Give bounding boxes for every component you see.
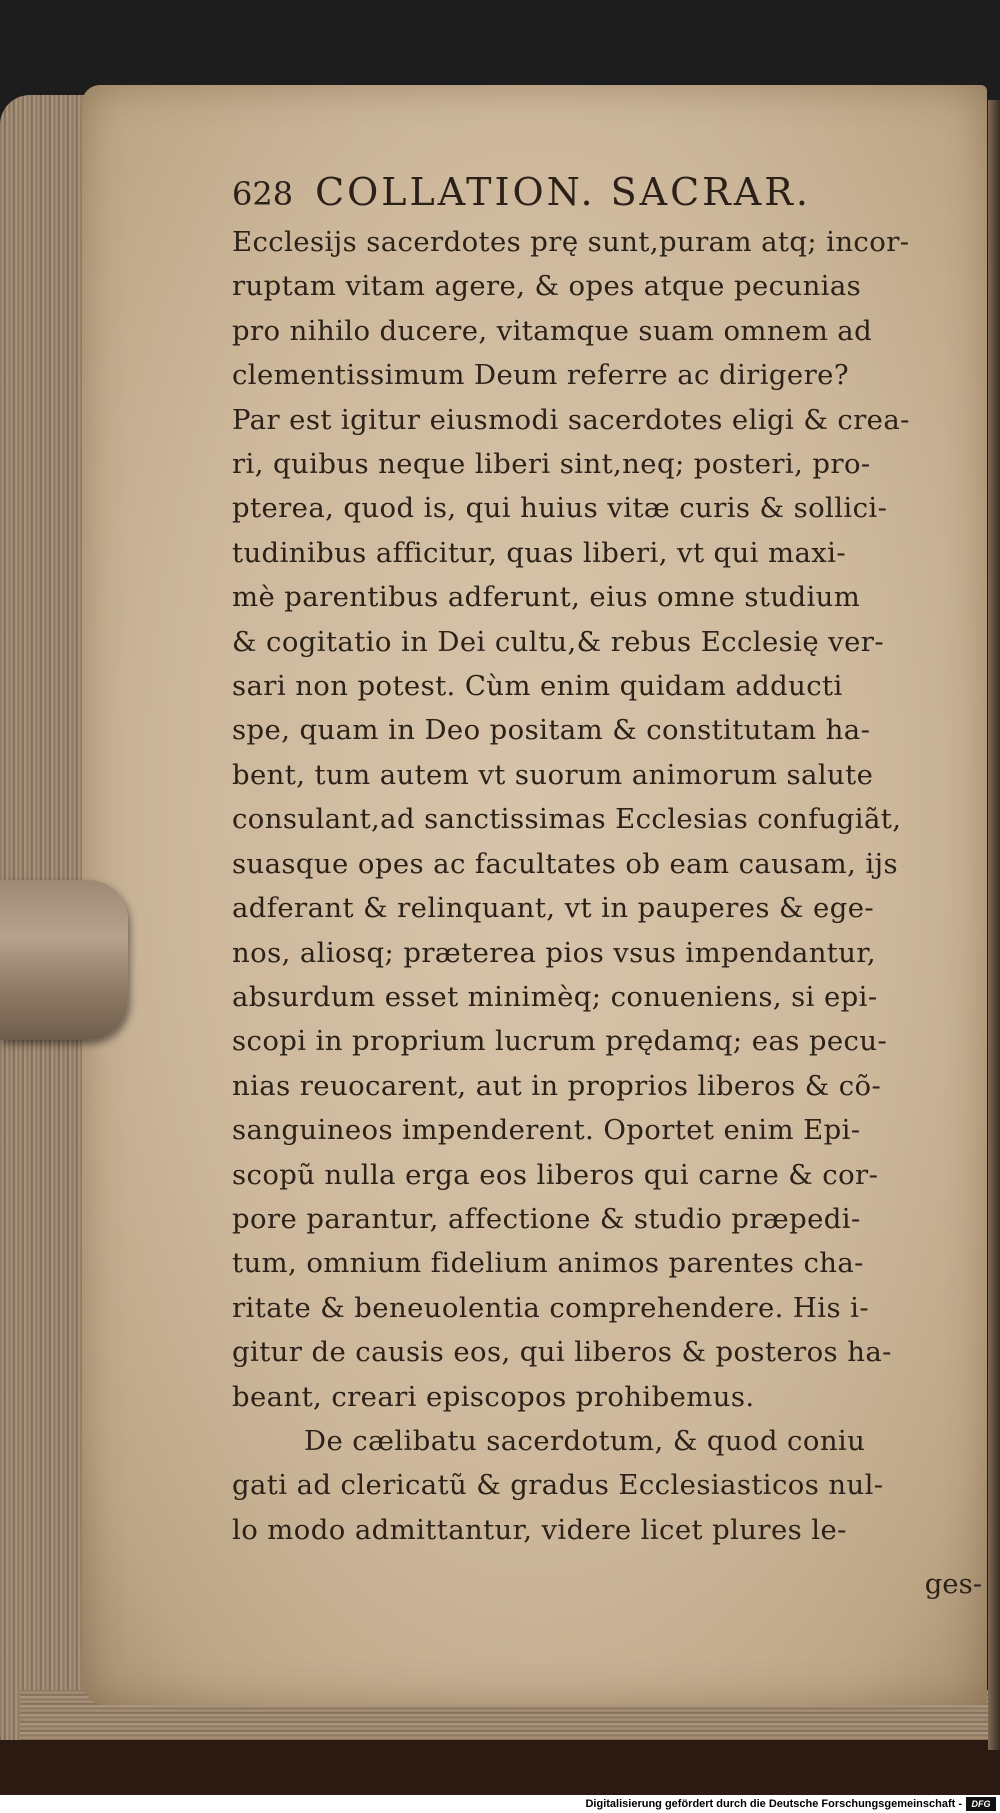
text-line: Par est igitur eiusmodi sacerdotes eligi & crea- <box>232 403 910 436</box>
paragraph-one <box>232 220 992 1419</box>
text-line: beant, creari episcopos prohibemus. <box>232 1380 755 1413</box>
paragraph-two <box>232 1419 992 1552</box>
text-line: gati ad clericatũ & gradus Ecclesiasticos nul- <box>232 1469 884 1502</box>
text-line: pore parantur, affectione & studio præpedi- <box>232 1202 861 1235</box>
text-line: Ecclesijs sacerdotes prę sunt,puram atq; incor- <box>232 226 910 258</box>
text-line: tudinibus afficitur, quas liberi, vt qui maxi- <box>232 536 847 569</box>
text-line: ruptam vitam agere, & opes atque pecunias <box>232 270 862 303</box>
text-line: sanguineos impenderent. Oportet enim Epi- <box>232 1114 861 1147</box>
footer-credit-text: Digitalisierung gefördert durch die Deutsche Forschungsgemeinschaft - <box>585 1798 962 1810</box>
text-line: nias reuocarent, aut in proprios liberos & cõ- <box>232 1069 882 1102</box>
text-line: scopi in proprium lucrum prędamq; eas pecu- <box>232 1025 888 1058</box>
text-line: mè parentibus adferunt, eius omne studium <box>232 581 861 614</box>
text-line: ri, quibus neque liberi sint,neq; posteri, pro- <box>232 448 871 481</box>
running-header <box>232 170 992 214</box>
text-line: absurdum esset minimèq; conueniens, si epi- <box>232 980 878 1013</box>
book-cover-bottom <box>0 1740 1000 1795</box>
text-line: tum, omnium fidelium animos parentes cha- <box>232 1247 864 1280</box>
book-clasp <box>0 880 128 1040</box>
text-line: nos, aliosq; præterea pios vsus impendantur, <box>232 936 877 969</box>
text-line: De cælibatu sacerdotum, & quod coniu <box>304 1424 866 1457</box>
page-text-block <box>232 170 992 1606</box>
running-title: COLLATION. SACRAR. <box>315 170 811 214</box>
text-line: clementissimum Deum referre ac dirigere? <box>232 359 849 392</box>
text-line: bent, tum autem vt suorum animorum salute <box>232 758 874 791</box>
digitization-footer <box>0 1795 1000 1813</box>
text-line: pterea, quod is, qui huius vitæ curis & sollici- <box>232 492 888 525</box>
dfg-logo: DFG <box>966 1797 996 1811</box>
text-line: spe, quam in Deo positam & constitutam ha- <box>232 714 871 747</box>
catchword: ges- <box>924 1568 982 1601</box>
text-line: pro nihilo ducere, vitamque suam omnem ad <box>232 314 873 347</box>
text-line: suasque opes ac facultates ob eam causam, ijs <box>232 847 898 880</box>
text-line: & cogitatio in Dei cultu,& rebus Ecclesię ver- <box>232 625 885 658</box>
text-line: lo modo admittantur, videre licet plures le- <box>232 1513 847 1546</box>
text-line: consulant,ad sanctissimas Ecclesias confugiãt, <box>232 803 902 836</box>
text-line: ritate & beneuolentia comprehendere. His i- <box>232 1291 870 1324</box>
text-line: sari non potest. Cùm enim quidam adducti <box>232 670 843 703</box>
page-number: 628 <box>232 175 294 213</box>
text-line: scopũ nulla erga eos liberos qui carne & cor- <box>232 1158 879 1191</box>
text-line: gitur de causis eos, qui liberos & posteros ha- <box>232 1336 892 1369</box>
text-line: adferant & relinquant, vt in pauperes & ege- <box>232 892 875 925</box>
